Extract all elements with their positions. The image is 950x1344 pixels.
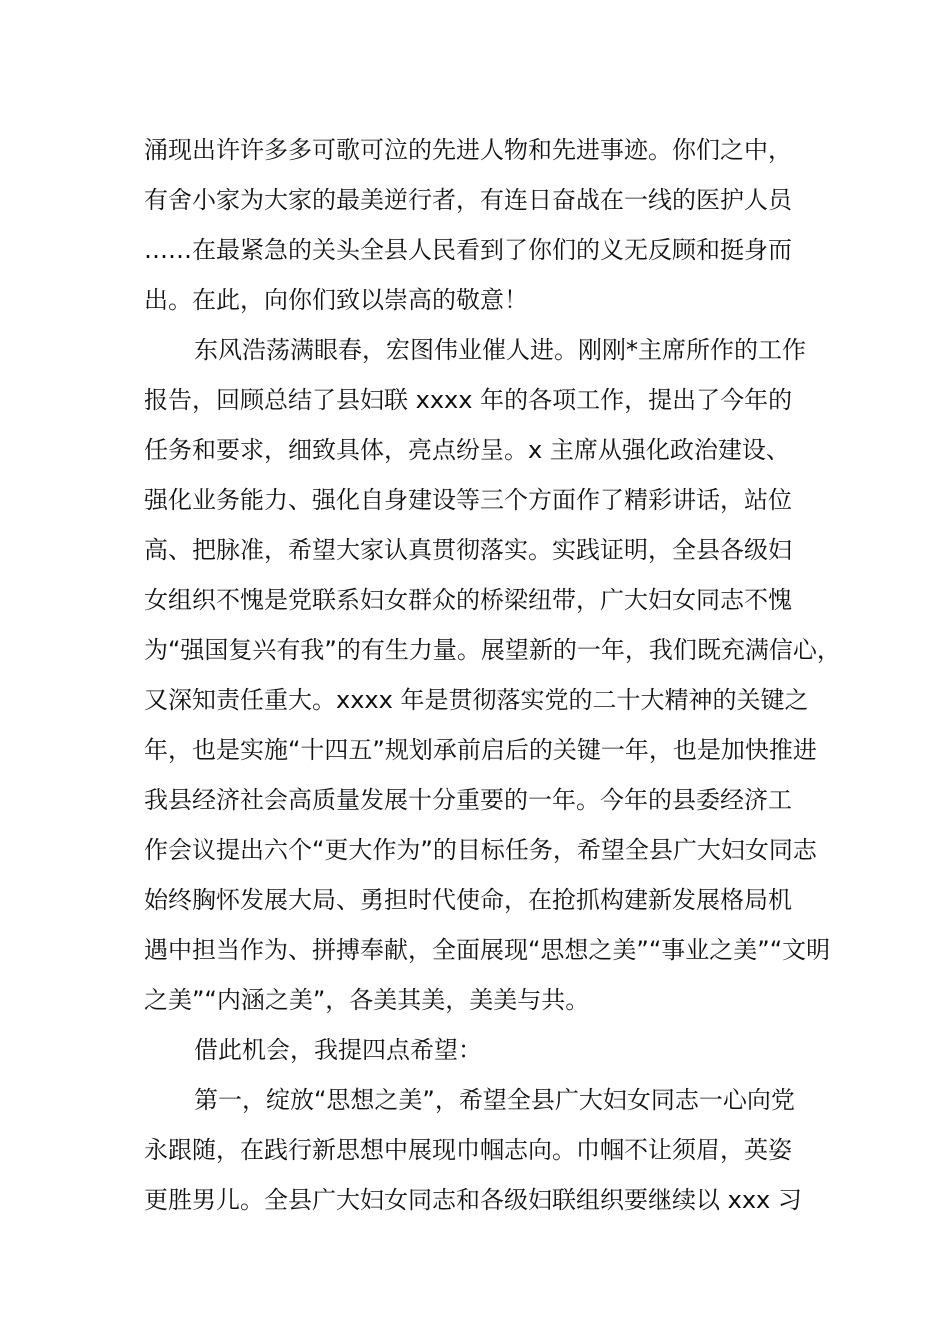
text-line: 有舍小家为大家的最美逆行者，有连日奋战在一线的医护人员 — [144, 186, 792, 214]
text-line: 涌现出许许多多可歌可泣的先进人物和先进事迹。你们之中， — [144, 136, 792, 164]
text-line: 作会议提出六个“更大作为”的目标任务，希望全县广大妇女同志 — [144, 836, 817, 864]
paragraph-first-line: 借此机会，我提四点希望： — [194, 1036, 482, 1064]
text-line: 女组织不愧是党联系妇女群众的桥梁纽带，广大妇女同志不愧 — [144, 586, 792, 614]
text-line: 报告，回顾总结了县妇联 xxxx 年的各项工作，提出了今年的 — [144, 386, 793, 414]
text-line: 又深知责任重大。xxxx 年是贯彻落实党的二十大精神的关键之 — [144, 686, 809, 714]
text-line: 任务和要求，细致具体，亮点纷呈。x 主席从强化政治建设、 — [144, 436, 790, 464]
paragraph-first-line: 东风浩荡满眼春，宏图伟业催人进。刚刚*主席所作的工作 — [194, 336, 806, 364]
text-line: 之美”“内涵之美”，各美其美，美美与共。 — [144, 986, 590, 1014]
text-line: 永跟随，在践行新思想中展现巾帼志向。巾帼不让须眉，英姿 — [144, 1136, 792, 1164]
text-line: 出。在此，向你们致以崇高的敬意！ — [144, 286, 528, 314]
paragraph-first-line: 第一，绽放“思想之美”，希望全县广大妇女同志一心向党 — [194, 1086, 795, 1114]
text-line: 始终胸怀发展大局、勇担时代使命，在抢抓构建新发展格局机 — [144, 886, 792, 914]
text-line: 为“强国复兴有我”的有生力量。展望新的一年，我们既充满信心， — [144, 636, 841, 664]
text-line: 我县经济社会高质量发展十分重要的一年。今年的县委经济工 — [144, 786, 792, 814]
text-line: 强化业务能力、强化自身建设等三个方面作了精彩讲话，站位 — [144, 486, 792, 514]
text-line: 年，也是实施“十四五”规划承前启后的关键一年，也是加快推进 — [144, 736, 817, 764]
text-line: ……在最紧急的关头全县人民看到了你们的义无反顾和挺身而 — [144, 236, 792, 264]
text-line: 高、把脉准，希望大家认真贯彻落实。实践证明，全县各级妇 — [144, 536, 792, 564]
text-line: 遇中担当作为、拼搏奉献，全面展现“思想之美”“事业之美”“文明 — [144, 936, 831, 964]
text-line: 更胜男儿。全县广大妇女同志和各级妇联组织要继续以 xxx 习 — [144, 1186, 802, 1214]
